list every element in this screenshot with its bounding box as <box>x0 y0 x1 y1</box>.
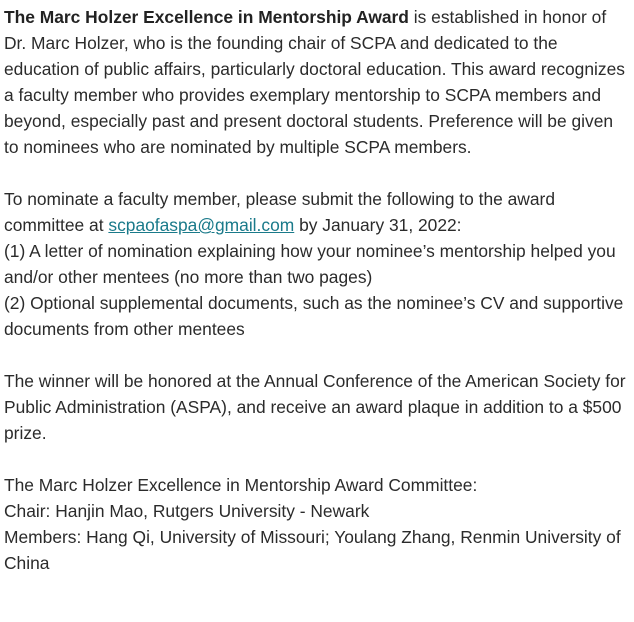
email-link[interactable]: scpaofaspa@gmail.com <box>108 215 295 235</box>
award-name: The Marc Holzer Excellence in Mentorship Award <box>4 7 409 27</box>
committee-paragraph <box>4 472 630 576</box>
nomination-lead: To nominate a faculty member, please submit the following to the award committee at <box>4 189 555 235</box>
committee-heading: The Marc Holzer Excellence in Mentorship Award Committee: <box>4 475 478 495</box>
committee-chair: Chair: Hanjin Mao, Rutgers University - Newark <box>4 501 370 521</box>
winner-text: The winner will be honored at the Annual Conference of the American Society for Public Administration (ASPA), and receive an award plaque in addition to a $500 prize. <box>4 371 626 443</box>
intro-paragraph <box>4 4 630 160</box>
winner-paragraph <box>4 368 630 446</box>
intro-text: is established in honor of Dr. Marc Holzer, who is the founding chair of SCPA and dedicated to the education of public affairs, particularly doctoral education. This award recognizes a faculty member who provides exemplary mentorship to SCPA members and beyond, especially past and present doctoral students. Preference will be given to nominees who are nominated by multiple SCPA members. <box>4 7 625 157</box>
deadline-text: by January 31, 2022: <box>294 215 462 235</box>
nomination-item-2: (2) Optional supplemental documents, such as the nominee’s CV and supportive documents from other mentees <box>4 293 624 339</box>
committee-members: Members: Hang Qi, University of Missouri; Youlang Zhang, Renmin University of China <box>4 527 621 573</box>
nomination-paragraph <box>4 186 630 342</box>
nomination-item-1: (1) A letter of nomination explaining how your nominee’s mentorship helped you and/or other mentees (no more than two pages) <box>4 241 616 287</box>
